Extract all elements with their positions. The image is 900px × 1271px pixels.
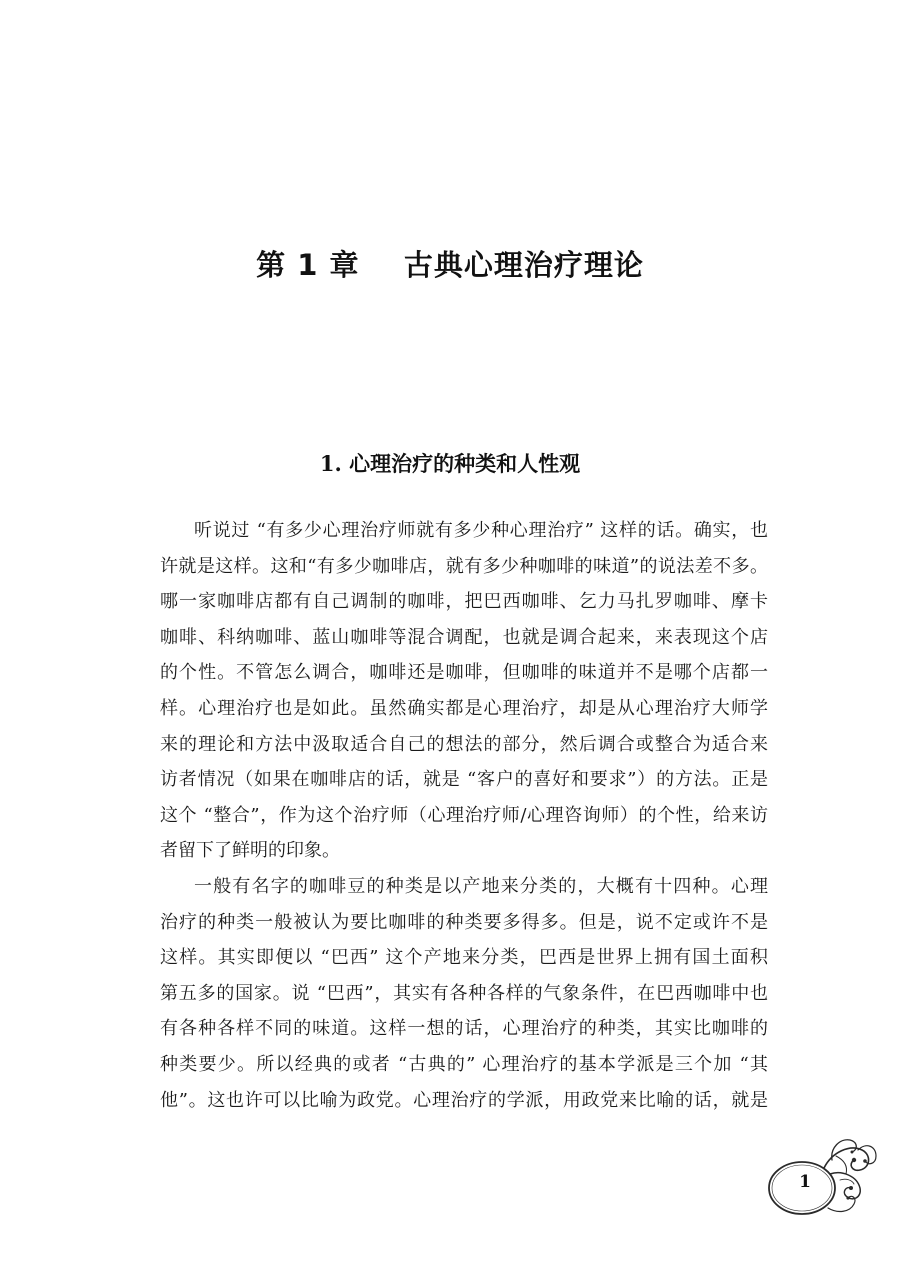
text-line: 第五多的国家。说 “巴西”，其实有各种各样的气象条件，在巴西咖啡中也 — [160, 982, 768, 1004]
text-line: 来的理论和方法中汲取适合自己的想法的部分，然后调合或整合为适合来 — [160, 733, 768, 755]
section-title: 1. 心理治疗的种类和人性观 — [319, 451, 581, 476]
page-number: 1 — [799, 1172, 811, 1192]
text-line: 咖啡、科纳咖啡、蓝山咖啡等混合调配，也就是调合起来，来表现这个店 — [160, 626, 768, 648]
text-line: 许就是这样。这和“有多少咖啡店，就有多少种咖啡的味道”的说法差不多。 — [160, 555, 768, 577]
body-text — [160, 513, 768, 1118]
text-line: 治疗的种类一般被认为要比咖啡的种类要多得多。但是，说不定或许不是 — [160, 911, 768, 933]
text-line: 访者情况（如果在咖啡店的话，就是 “客户的喜好和要求”）的方法。正是 — [160, 769, 768, 791]
text-line: 一般有名字的咖啡豆的种类是以产地来分类的，大概有十四种。心理 — [194, 875, 768, 897]
chapter-title: 第 1 章 古典心理治疗理论 — [256, 248, 644, 282]
text-line: 有各种各样不同的味道。这样一想的话，心理治疗的种类，其实比咖啡的 — [160, 1018, 768, 1040]
text-line: 这样。其实即便以 “巴西” 这个产地来分类，巴西是世界上拥有国土面积 — [160, 947, 768, 969]
text-line: 样。心理治疗也是如此。虽然确实都是心理治疗，却是从心理治疗大师学 — [160, 697, 768, 719]
text-line: 他”。这也许可以比喻为政党。心理治疗的学派，用政党来比喻的话，就是 — [160, 1089, 768, 1111]
text-line: 听说过 “有多少心理治疗师就有多少种心理治疗” 这样的话。确实，也 — [194, 520, 768, 541]
text-line: 哪一家咖啡店都有自己调制的咖啡，把巴西咖啡、乞力马扎罗咖啡、摩卡 — [160, 591, 768, 613]
text-line: 的个性。不管怎么调合，咖啡还是咖啡，但咖啡的味道并不是哪个店都一 — [160, 662, 768, 684]
paragraph-2 — [160, 869, 768, 1118]
text-line: 者留下了鲜明的印象。 — [160, 840, 340, 862]
text-line: 这个 “整合”，作为这个治疗师（心理治疗师/心理咨询师）的个性，给来访 — [160, 804, 768, 826]
text-line: 种类要少。所以经典的或者 “古典的” 心理治疗的基本学派是三个加 “其 — [160, 1053, 768, 1075]
paragraph-1 — [160, 513, 768, 869]
